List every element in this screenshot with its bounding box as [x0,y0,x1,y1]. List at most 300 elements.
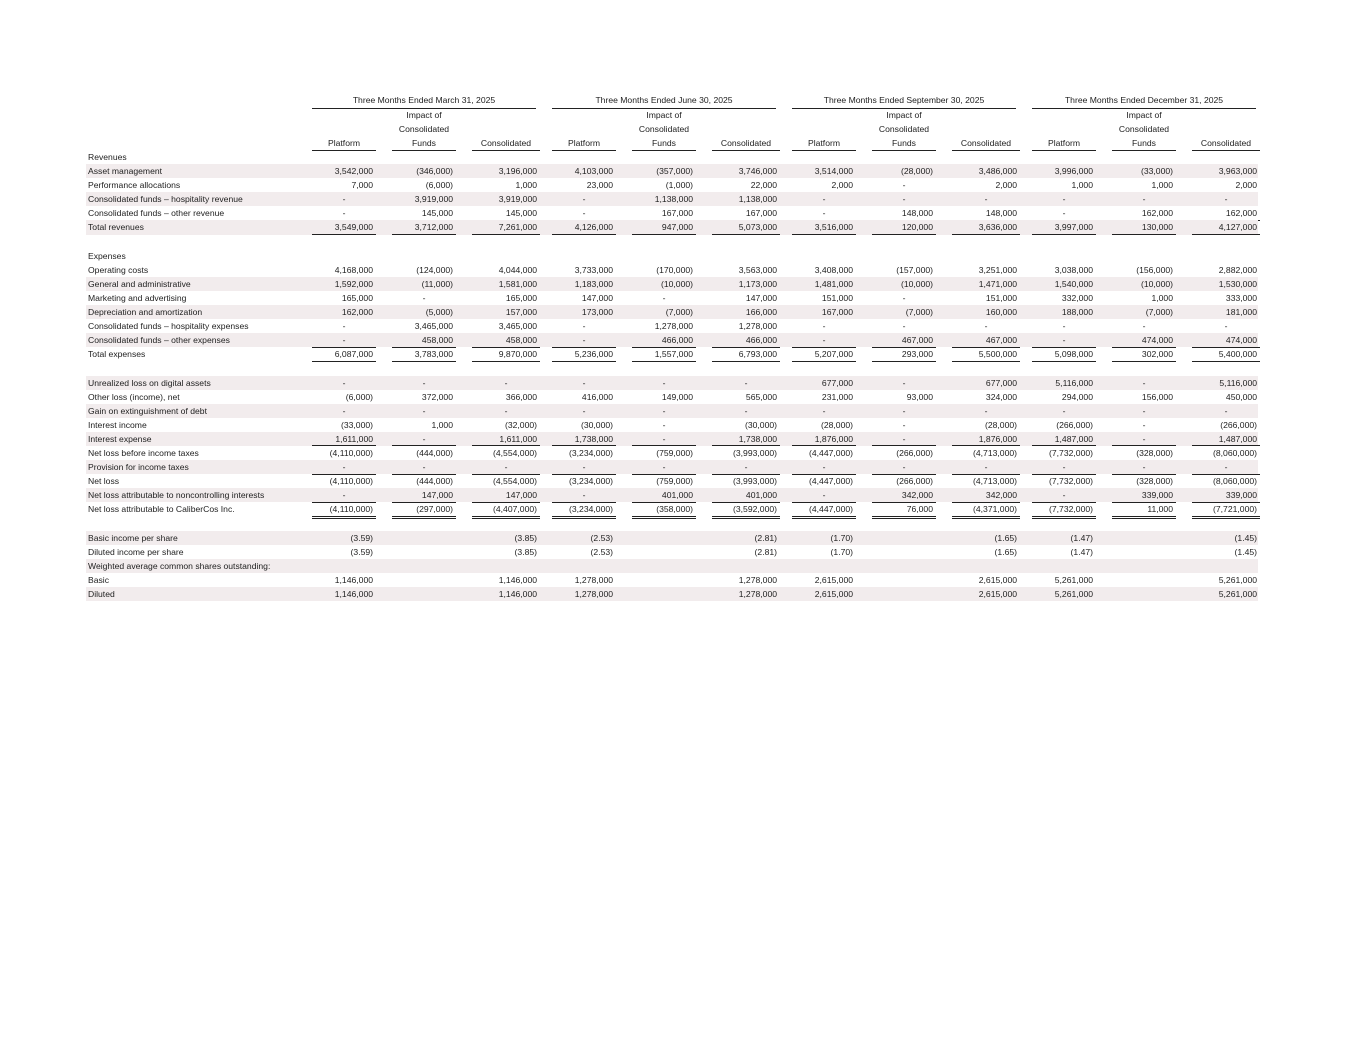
impact-column-header: Impact of [886,110,922,120]
table-cell: (4,110,000) [329,476,373,487]
table-cell [872,531,936,545]
table-row [86,192,1258,206]
impact-column-header: Funds [872,136,936,151]
table-cell: - [552,488,616,502]
table-cell: (1.45) [1234,532,1257,543]
table-cell: - [582,405,586,416]
table-cell: (33,000) [1140,166,1173,177]
table-cell: 372,000 [421,391,453,402]
table-cell: 4,044,000 [498,264,537,275]
table-cell: - [1224,321,1228,332]
table-cell: 3,783,000 [392,347,456,361]
row-label: General and administrative [88,278,191,289]
table-cell: 147,000 [392,488,456,502]
table-cell: - [1112,460,1176,474]
table-row [86,333,1258,347]
table-cell: - [902,419,906,430]
table-cell: (1.70) [830,532,853,543]
table-cell: 3,542,000 [334,166,373,177]
table-row [86,545,1258,559]
table-cell: (266,000) [1220,419,1257,430]
table-cell: (4,554,000) [493,447,537,458]
spacer-row [86,516,1258,530]
table-cell: 167,000 [632,206,696,220]
table-cell: (328,000) [1136,447,1173,458]
table-row [86,263,1258,277]
row-label: Revenues [88,152,127,162]
impact-column-header: Impact of [1126,110,1162,120]
row-label: Consolidated funds – other expenses [88,335,230,346]
table-cell: - [822,405,826,416]
table-cell: (358,000) [632,502,696,516]
table-cell: 2,615,000 [814,574,853,585]
table-cell [872,573,936,587]
impact-column-header: Consolidated [638,124,690,134]
table-cell: 1,530,000 [1218,278,1257,289]
table-cell: 5,073,000 [712,220,780,234]
table-cell: (124,000) [416,264,453,275]
table-cell: 1,000 [1151,180,1173,191]
row-label: Basic income per share [88,532,178,543]
table-cell: 294,000 [1061,391,1093,402]
table-body [86,150,1258,601]
table-cell: (4,110,000) [312,502,376,516]
table-cell: 947,000 [632,220,696,234]
table-cell: 332,000 [1061,292,1093,303]
table-cell: - [1112,432,1176,446]
table-cell: - [392,432,456,446]
table-cell: 474,000 [1112,333,1176,347]
table-cell: 145,000 [472,206,540,220]
consolidated-column-header: Consolidated [952,136,1020,151]
table-cell: (266,000) [896,476,933,487]
table-cell: - [312,333,376,347]
table-cell: - [662,292,666,303]
table-cell: - [984,405,988,416]
table-cell: (3,993,000) [733,447,777,458]
table-cell: 1,592,000 [334,278,373,289]
table-cell: 162,000 [1192,206,1260,220]
table-row [86,305,1258,319]
table-cell: 147,000 [745,292,777,303]
table-cell: 3,636,000 [952,220,1020,234]
period-header: Three Months Ended June 30, 2025 [552,94,776,109]
table-cell [632,531,696,545]
table-cell: (8,060,000) [1213,476,1257,487]
platform-column-header: Platform [1032,136,1096,151]
table-cell: - [984,321,988,332]
row-label: Performance allocations [88,180,181,191]
table-cell: 181,000 [1225,307,1257,318]
table-cell: - [582,321,586,332]
table-cell: 2,615,000 [978,574,1017,585]
table-cell: - [792,488,856,502]
table-cell: 677,000 [985,377,1017,388]
table-cell: (32,000) [504,419,537,430]
table-cell: (7,732,000) [1049,476,1093,487]
table-cell: (6,000) [425,180,453,191]
table-cell: (8,060,000) [1213,447,1257,458]
table-cell: 1,278,000 [738,574,777,585]
table-cell: 2,000 [1235,180,1257,191]
table-cell: - [1142,377,1146,388]
table-cell: (4,447,000) [809,476,853,487]
table-cell: (7,000) [1145,307,1173,318]
table-cell [392,587,456,601]
table-cell: 9,870,000 [472,347,540,361]
row-label: Interest expense [88,433,152,444]
table-cell: 339,000 [1112,488,1176,502]
table-cell [1112,531,1176,545]
table-cell: 7,000 [351,180,373,191]
table-cell: - [1142,419,1146,430]
table-row [86,474,1258,488]
table-cell: 3,465,000 [498,321,537,332]
table-cell: (7,000) [665,307,693,318]
table-cell [632,545,696,559]
table-cell: - [792,333,856,347]
platform-column-header: Platform [312,136,376,151]
table-cell: 145,000 [392,206,456,220]
table-cell: (4,407,000) [472,502,540,516]
table-cell: - [342,321,346,332]
table-cell: 149,000 [661,391,693,402]
table-cell: - [662,405,666,416]
table-cell: - [1224,405,1228,416]
table-cell: (5,000) [425,307,453,318]
table-cell: 416,000 [581,391,613,402]
row-label: Total revenues [88,222,144,233]
table-cell: 7,261,000 [472,220,540,234]
table-cell: - [1062,194,1066,205]
row-label: Unrealized loss on digital assets [88,377,211,388]
table-cell: - [872,432,936,446]
row-label: Other loss (income), net [88,391,180,402]
table-cell: 1,183,000 [574,278,613,289]
table-cell: (4,713,000) [973,447,1017,458]
row-label: Net loss [88,476,120,487]
table-cell: 1,138,000 [738,194,777,205]
table-cell: 1,278,000 [738,588,777,599]
table-cell: 1,000 [431,419,453,430]
table-cell: 147,000 [581,292,613,303]
table-cell: 466,000 [632,333,696,347]
table-cell: - [1142,194,1146,205]
table-cell: 4,126,000 [552,220,616,234]
table-cell: (1.47) [1070,532,1093,543]
table-cell: - [902,321,906,332]
table-cell: 1,876,000 [792,432,856,446]
row-label: Weighted average common shares outstanding: [88,560,271,571]
table-cell: 1,173,000 [738,278,777,289]
table-cell: 3,196,000 [498,166,537,177]
table-cell: (1,000) [665,180,693,191]
table-cell: 324,000 [985,391,1017,402]
period-header: Three Months Ended September 30, 2025 [792,94,1016,109]
table-cell: 6,793,000 [712,347,780,361]
table-cell: - [312,206,376,220]
table-cell: 3,465,000 [414,321,453,332]
table-cell: (1.65) [994,532,1017,543]
table-cell: 1,557,000 [632,347,696,361]
row-label: Consolidated funds – other revenue [88,208,225,219]
table-cell: 162,000 [1112,206,1176,220]
table-cell: 2,000 [995,180,1017,191]
table-cell: 3,919,000 [414,194,453,205]
table-cell: - [744,377,748,388]
table-cell: - [792,206,856,220]
table-cell: 2,615,000 [814,588,853,599]
table-cell: 5,236,000 [552,347,616,361]
table-cell: (4,447,000) [809,447,853,458]
table-cell: 3,516,000 [792,220,856,234]
table-cell: 157,000 [505,307,537,318]
table-row [86,531,1258,545]
table-row [86,502,1258,516]
table-cell: - [902,194,906,205]
table-cell: 3,251,000 [978,264,1017,275]
impact-column-header: Funds [632,136,696,151]
table-cell: 450,000 [1225,391,1257,402]
table-cell: (4,554,000) [493,476,537,487]
table-cell: 167,000 [712,206,780,220]
table-cell: - [1032,460,1096,474]
table-row [86,418,1258,432]
table-cell: - [1224,194,1228,205]
table-cell: 148,000 [872,206,936,220]
table-cell: (28,000) [984,419,1017,430]
table-cell: - [902,292,906,303]
table-cell: 474,000 [1192,333,1260,347]
row-label: Provision for income taxes [88,462,189,473]
table-cell: 5,207,000 [792,347,856,361]
table-cell: (3.59) [350,546,373,557]
table-cell: 3,514,000 [814,166,853,177]
table-row [86,164,1258,178]
table-cell: 76,000 [872,502,936,516]
table-cell [872,545,936,559]
table-cell: 1,581,000 [498,278,537,289]
row-label: Consolidated funds – hospitality expenses [88,321,249,332]
table-cell: - [1192,460,1260,474]
table-cell: - [822,321,826,332]
table-cell: (10,000) [660,278,693,289]
table-cell: (1.65) [994,546,1017,557]
consolidated-column-header: Consolidated [712,136,780,151]
table-cell: (3,592,000) [712,502,780,516]
table-cell: 1,000 [1071,180,1093,191]
table-cell [632,573,696,587]
table-cell [1112,573,1176,587]
consolidated-column-header: Consolidated [1192,136,1260,151]
table-cell: 5,116,000 [1219,377,1257,388]
table-cell: (4,447,000) [792,502,856,516]
table-cell: (357,000) [656,166,693,177]
table-cell: 165,000 [505,292,537,303]
table-cell: (10,000) [1140,278,1173,289]
table-cell: - [1062,405,1066,416]
table-row [86,488,1258,502]
table-cell: 173,000 [581,307,613,318]
table-cell: - [422,292,426,303]
table-cell: 130,000 [1112,220,1176,234]
table-row [86,460,1258,474]
table-cell: - [552,206,616,220]
table-cell: 160,000 [985,307,1017,318]
table-cell: 1,278,000 [654,321,693,332]
table-cell: 3,963,000 [1218,166,1257,177]
table-cell: - [952,460,1020,474]
table-cell: 1,146,000 [498,574,537,585]
table-cell: (170,000) [656,264,693,275]
table-cell: 565,000 [745,391,777,402]
table-cell: (1.45) [1234,546,1257,557]
table-cell: 1,487,000 [1192,432,1260,446]
table-cell: (1.70) [830,546,853,557]
table-cell: (11,000) [421,278,453,289]
impact-column-header: Consolidated [398,124,450,134]
table-cell: 293,000 [872,347,936,361]
table-cell: - [632,432,696,446]
table-cell: 5,500,000 [952,347,1020,361]
table-cell: (30,000) [744,419,777,430]
table-cell [1112,545,1176,559]
table-cell: 1,146,000 [498,588,537,599]
table-row [86,291,1258,305]
table-cell: (1.47) [1070,546,1093,557]
table-cell: 156,000 [1141,391,1173,402]
table-cell: 147,000 [472,488,540,502]
table-cell: - [422,405,426,416]
row-label: Net loss before income taxes [88,447,199,458]
impact-column-header: Impact of [406,110,442,120]
spacer-row [86,235,1258,249]
table-row [86,347,1258,361]
table-cell: - [342,377,346,388]
table-cell: (3.59) [350,532,373,543]
section-header-row [86,150,1258,164]
impact-column-header: Funds [1112,136,1176,151]
table-cell: (2.53) [590,532,613,543]
table-cell: 1,481,000 [814,278,853,289]
table-cell: - [662,419,666,430]
section-header-row [86,559,1258,573]
table-cell: - [552,333,616,347]
table-cell: (444,000) [416,476,453,487]
table-cell: (4,713,000) [973,476,1017,487]
table-cell: - [582,194,586,205]
table-cell: 5,261,000 [1218,574,1257,585]
table-cell: 1,000 [1151,292,1173,303]
row-label: Marketing and advertising [88,292,187,303]
table-cell: 401,000 [632,488,696,502]
table-cell: (3.85) [514,532,537,543]
table-cell: - [662,377,666,388]
row-label: Operating costs [88,264,149,275]
table-cell: 3,038,000 [1054,264,1093,275]
impact-column-header: Consolidated [878,124,930,134]
table-cell: 1,876,000 [952,432,1020,446]
table-cell: - [1032,333,1096,347]
row-label: Basic [88,574,110,585]
table-cell: (3,993,000) [733,476,777,487]
table-cell: 458,000 [472,333,540,347]
table-cell: (297,000) [392,502,456,516]
table-cell: - [1032,488,1096,502]
table-cell: (3,234,000) [569,476,613,487]
table-cell: 1,000 [515,180,537,191]
table-cell: 3,549,000 [312,220,376,234]
table-cell: 23,000 [586,180,613,191]
table-cell: 6,087,000 [312,347,376,361]
section-header-row [86,249,1258,263]
platform-column-header: Platform [792,136,856,151]
row-label: Depreciation and amortization [88,307,203,318]
table-cell: 3,408,000 [814,264,853,275]
table-cell: (30,000) [580,419,613,430]
table-cell: - [1032,206,1096,220]
table-cell: - [392,460,456,474]
table-cell: (7,721,000) [1192,502,1260,516]
impact-column-header: Funds [392,136,456,151]
table-cell: 3,733,000 [574,264,613,275]
table-cell: 467,000 [952,333,1020,347]
row-label: Asset management [88,166,163,177]
table-cell: 1,738,000 [552,432,616,446]
table-cell: - [1062,321,1066,332]
table-row [86,178,1258,192]
row-label: Gain on extinguishment of debt [88,405,207,416]
table-cell: 5,261,000 [1054,588,1093,599]
table-cell: 231,000 [821,391,853,402]
table-cell: 151,000 [821,292,853,303]
table-cell: 5,400,000 [1192,347,1260,361]
table-cell: 342,000 [872,488,936,502]
table-cell: (157,000) [896,264,933,275]
table-cell [872,587,936,601]
table-cell: 3,997,000 [1032,220,1096,234]
table-cell: 5,098,000 [1032,347,1096,361]
table-cell [392,573,456,587]
table-row [86,220,1258,234]
table-cell: 3,563,000 [738,264,777,275]
table-cell: (346,000) [416,166,453,177]
table-cell: 2,882,000 [1218,264,1257,275]
table-cell: (2.53) [590,546,613,557]
table-cell: - [632,460,696,474]
consolidated-column-header: Consolidated [472,136,540,151]
table-cell: - [582,377,586,388]
period-header: Three Months Ended December 31, 2025 [1032,94,1256,109]
table-cell: (4,371,000) [952,502,1020,516]
table-cell: 4,103,000 [574,166,613,177]
table-cell: (156,000) [1136,264,1173,275]
period-header: Three Months Ended March 31, 2025 [312,94,536,109]
table-cell: 5,116,000 [1055,377,1093,388]
table-cell: 467,000 [872,333,936,347]
table-cell: 342,000 [952,488,1020,502]
table-cell: (7,732,000) [1049,447,1093,458]
income-statement-table [86,94,1258,601]
table-cell: (3,234,000) [569,447,613,458]
table-cell: 5,261,000 [1218,588,1257,599]
table-cell: (3,234,000) [552,502,616,516]
table-cell: 333,000 [1225,292,1257,303]
table-cell: 3,746,000 [738,166,777,177]
table-cell: (444,000) [416,447,453,458]
table-cell: - [744,405,748,416]
table-row [86,390,1258,404]
